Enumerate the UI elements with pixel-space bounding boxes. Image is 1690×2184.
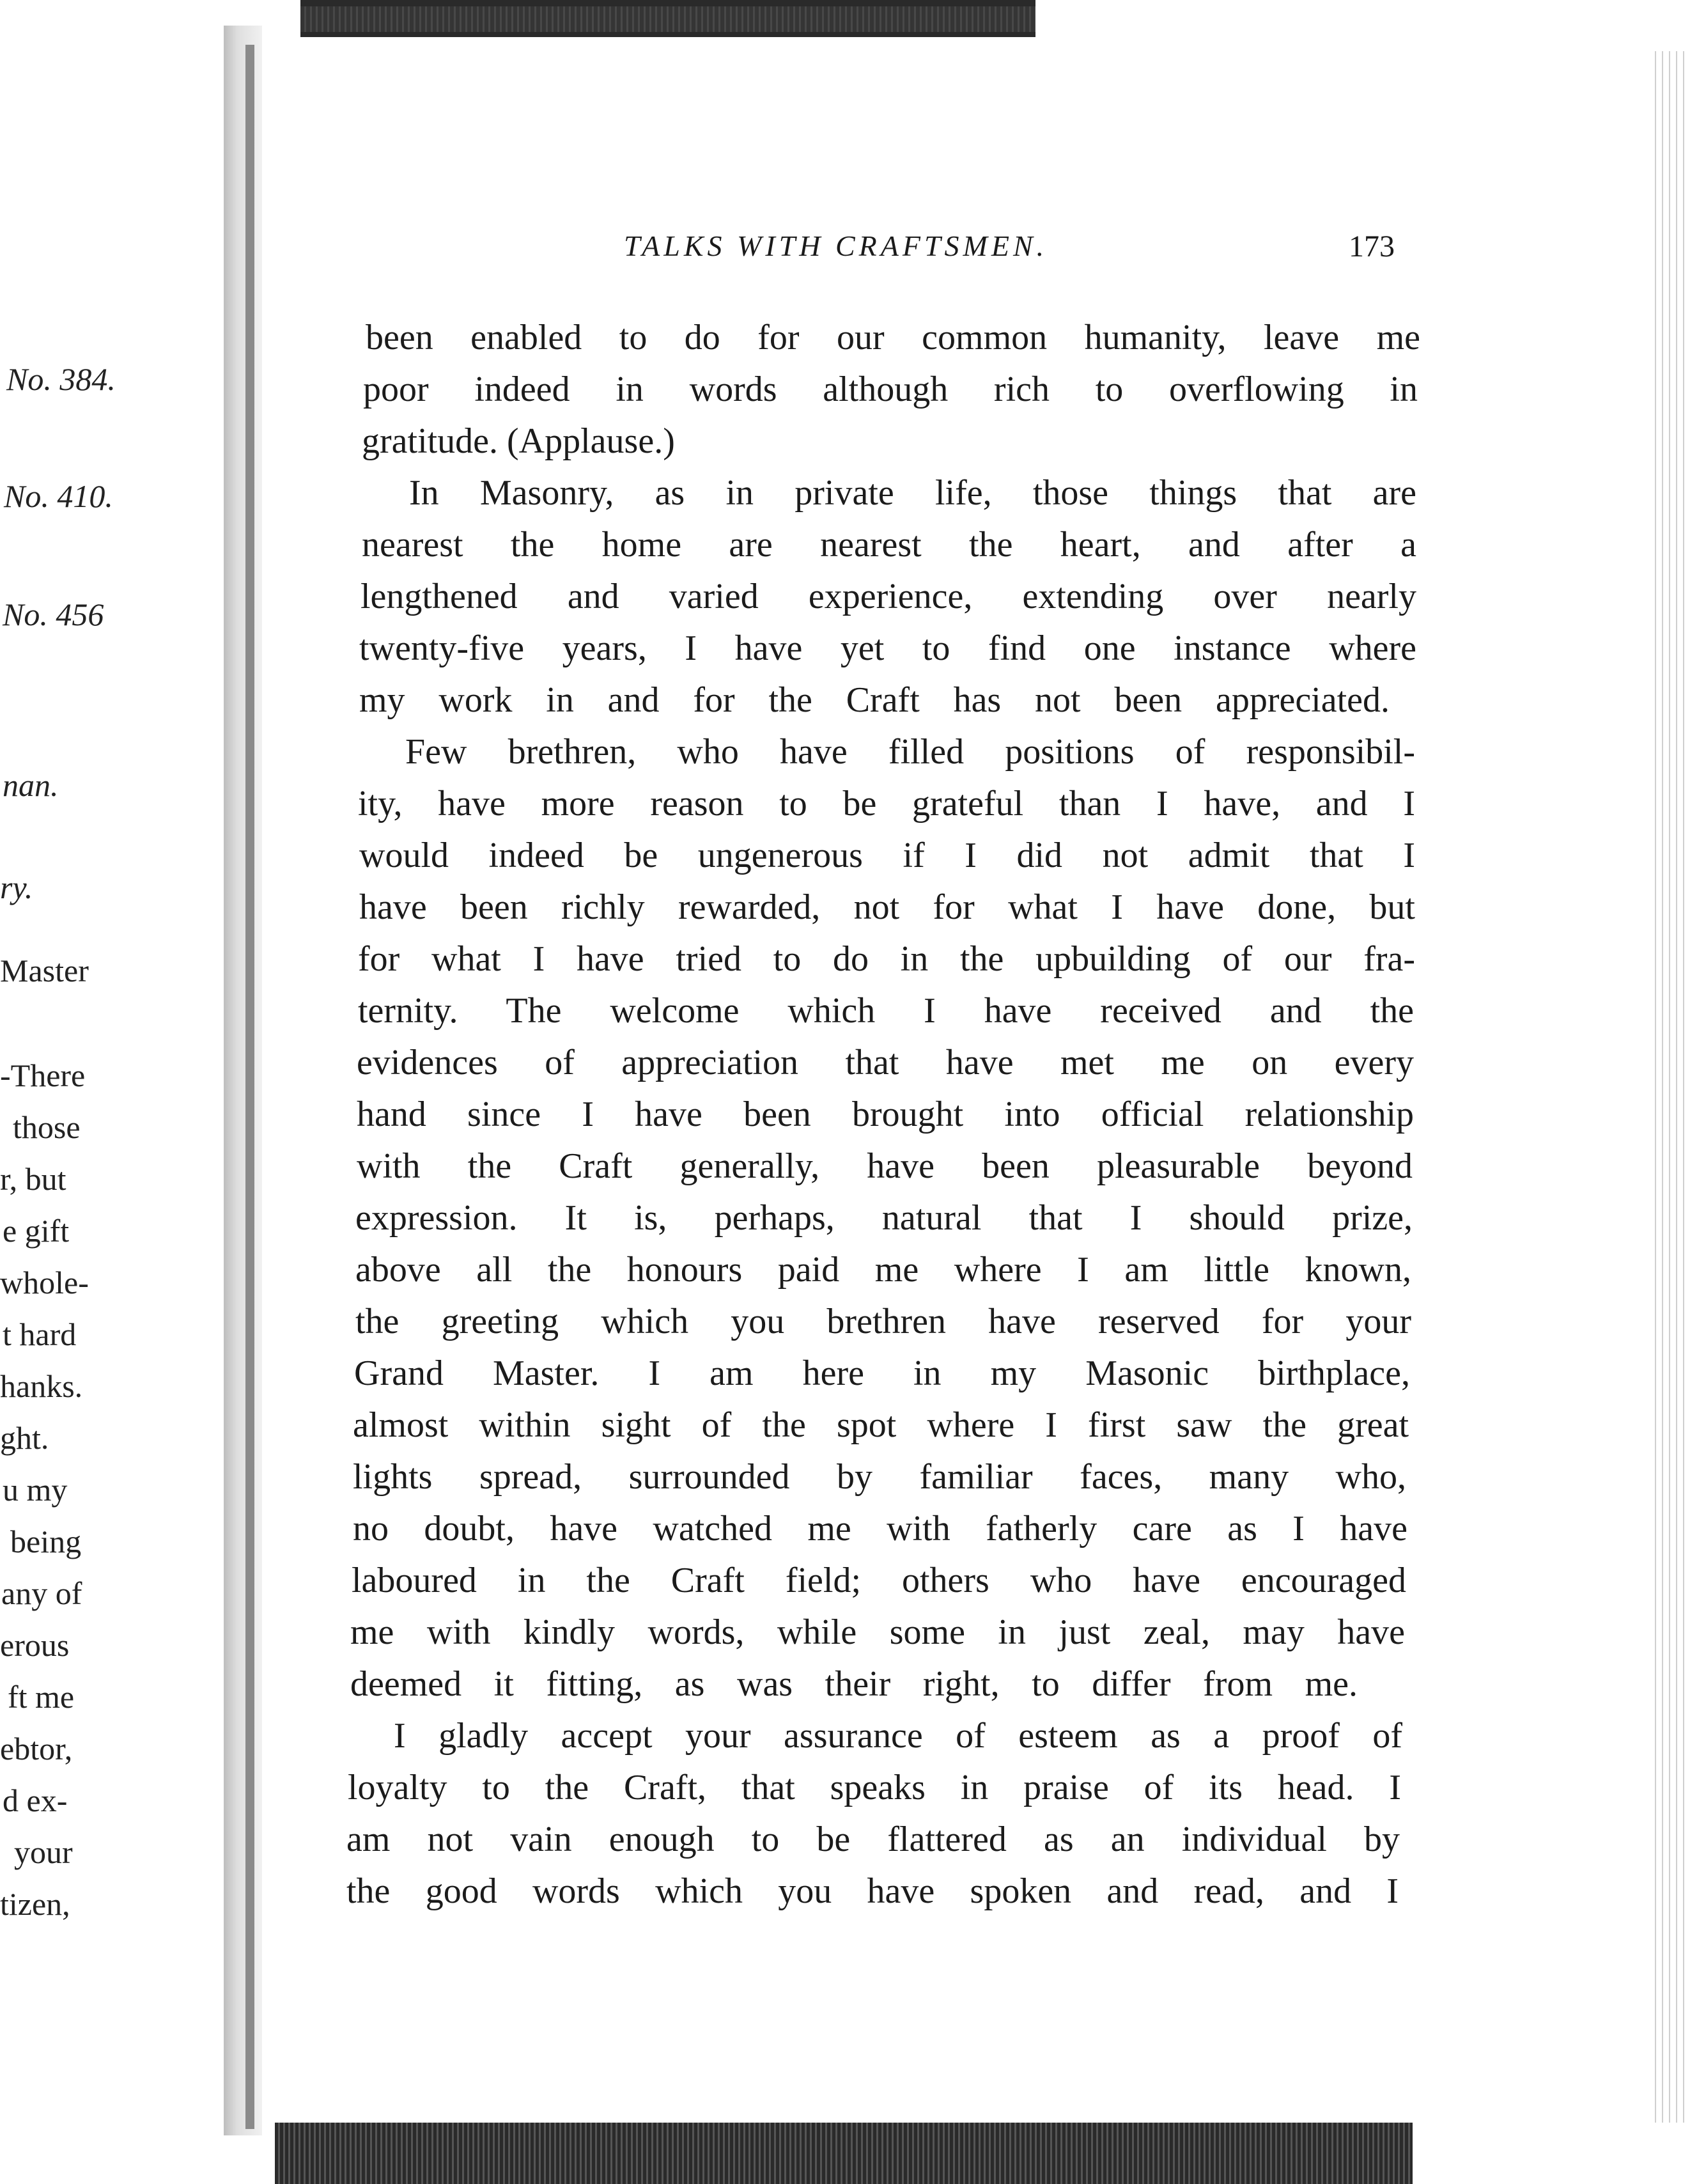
- body-text-line: loyalty to the Craft, that speaks in praise of its head. I: [348, 1768, 1401, 1807]
- left-page-line: No. 410.: [4, 478, 113, 514]
- body-text-line: Grand Master. I am here in my Masonic birthplace,: [354, 1353, 1410, 1393]
- scan-border-bottom: [275, 2123, 1413, 2184]
- left-page-line: whole-: [0, 1265, 89, 1300]
- body-text-line: lights spread, surrounded by familiar faces, many who,: [353, 1457, 1406, 1497]
- gutter-shadow: [245, 45, 254, 2129]
- body-text-line: almost within sight of the spot where I first saw the great: [353, 1405, 1409, 1445]
- body-text-line: for what I have tried to do in the upbuilding of our fra-: [358, 939, 1415, 979]
- body-text-line: evidences of appreciation that have met me on every: [357, 1043, 1414, 1082]
- left-page-line: Master: [0, 953, 89, 988]
- body-text-line: ternity. The welcome which I have received and the: [358, 991, 1414, 1031]
- body-text-line: ity, have more reason to be grateful than I have, and I: [358, 784, 1415, 823]
- left-page-line: those: [13, 1109, 81, 1145]
- left-page-line: d ex-: [3, 1782, 68, 1818]
- left-page-line: ebtor,: [0, 1731, 73, 1767]
- left-page-line: ght.: [0, 1420, 49, 1456]
- body-text-line: above all the honours paid me where I am little known,: [355, 1250, 1411, 1290]
- left-page-line: ft me: [8, 1679, 75, 1715]
- left-page-line: hanks.: [0, 1368, 83, 1404]
- body-text-line: with the Craft generally, have been pleasurable beyond: [357, 1146, 1413, 1186]
- left-page-line: any of: [1, 1575, 82, 1611]
- body-text-line: expression. It is, perhaps, natural that I should prize,: [355, 1198, 1413, 1238]
- left-page-line: ry.: [0, 870, 33, 905]
- body-text-line: been enabled to do for our common humanity, leave me: [366, 318, 1420, 357]
- page-number: 173: [1349, 230, 1395, 263]
- page-edges: [1652, 51, 1690, 2123]
- book-spine-texture-top: [300, 6, 1035, 32]
- body-text-line: I gladly accept your assurance of esteem as a proof of: [394, 1716, 1402, 1756]
- body-text-line: me with kindly words, while some in just zeal, may have: [350, 1612, 1405, 1652]
- left-page: [0, 37, 224, 2123]
- left-page-line: t hard: [3, 1316, 77, 1352]
- left-page-line: No. 456: [3, 597, 104, 632]
- running-head: TALKS WITH CRAFTSMEN.: [624, 230, 1048, 262]
- book-gutter: [224, 26, 262, 2135]
- body-text-line: have been richly rewarded, not for what I have done, but: [359, 887, 1415, 927]
- body-text-line: Few brethren, who have filled positions of responsibil-: [405, 732, 1415, 772]
- left-page-line: No. 384.: [6, 361, 116, 397]
- body-text-line: would indeed be ungenerous if I did not admit that I: [359, 836, 1415, 875]
- left-page-line: tizen,: [0, 1886, 70, 1922]
- body-text-line: twenty-five years, I have yet to find one instance where: [359, 628, 1416, 668]
- body-text-line: deemed it fitting, as was their right, to differ from me.: [350, 1664, 1358, 1704]
- body-text-line: gratitude. (Applause.): [362, 421, 675, 461]
- body-text-line: lengthened and varied experience, extending over nearly: [360, 577, 1416, 616]
- body-text-line: the greeting which you brethren have reserved for your: [355, 1302, 1411, 1341]
- left-page-line: r, but: [0, 1161, 66, 1197]
- body-text-line: laboured in the Craft field; others who have encouraged: [352, 1561, 1406, 1600]
- body-text-line: no doubt, have watched me with fatherly care as I have: [353, 1509, 1407, 1548]
- body-text-line: poor indeed in words although rich to overflowing in: [363, 370, 1418, 409]
- left-page-line: being: [10, 1524, 82, 1559]
- body-text-line: nearest the home are nearest the heart, and after a: [362, 525, 1416, 565]
- body-text-line: hand since I have been brought into official relationship: [357, 1095, 1414, 1134]
- left-page-line: erous: [0, 1627, 70, 1663]
- body-text-line: am not vain enough to be flattered as an individual by: [346, 1820, 1400, 1859]
- left-page-line: your: [14, 1834, 73, 1870]
- body-text-line: In Masonry, as in private life, those things that are: [409, 473, 1416, 513]
- body-text-line: the good words which you have spoken and read, and I: [346, 1871, 1399, 1911]
- left-page-line: u my: [3, 1472, 68, 1508]
- left-page-line: nan.: [3, 767, 59, 803]
- left-page-line: e gift: [3, 1213, 70, 1249]
- body-text-line: my work in and for the Craft has not been appreciated.: [359, 680, 1390, 720]
- left-page-line: -There: [0, 1057, 86, 1093]
